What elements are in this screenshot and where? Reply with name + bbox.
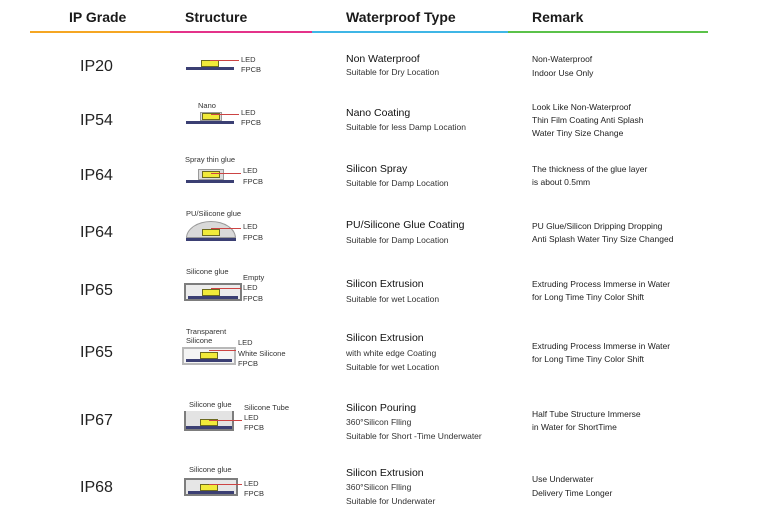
waterproof-type-subtitle: Suitable for Underwater xyxy=(346,496,436,506)
transparent-label: Transparent xyxy=(186,327,227,336)
led-leader-line xyxy=(209,420,242,421)
table-row xyxy=(0,100,768,150)
led-leader-line xyxy=(211,288,241,289)
waterproof-type-subtitle: Suitable for wet Location xyxy=(346,362,440,372)
fpcb-label: FPCB xyxy=(244,423,265,432)
remark-line: Anti Splash Water Tiny Size Changed xyxy=(532,234,674,244)
remark-line: Indoor Use Only xyxy=(532,68,594,78)
remark-line: for Long Time Tiny Color Shift xyxy=(532,292,644,302)
waterproof-type-subtitle: Suitable for wet Location xyxy=(346,294,440,304)
led-label: LED xyxy=(244,413,259,422)
fpcb-label: FPCB xyxy=(243,294,264,303)
structure-diagram xyxy=(180,462,300,506)
waterproof-type-title: Nano Coating xyxy=(346,107,411,119)
header-underline-green xyxy=(508,31,708,33)
silicone-glue-label: Silicone glue xyxy=(189,465,232,474)
waterproof-type-title: Silicon Extrusion xyxy=(346,278,424,290)
table-row xyxy=(0,326,768,390)
structure-diagram xyxy=(180,154,300,194)
ip-grade: IP20 xyxy=(80,58,113,75)
remark-line: Use Underwater xyxy=(532,474,594,484)
header-ip-grade: IP Grade xyxy=(69,9,127,25)
fpcb-label: FPCB xyxy=(244,489,265,498)
remark-line: Extruding Process Immerse in Water xyxy=(532,279,671,289)
waterproof-type-subtitle: Suitable for Short -Time Underwater xyxy=(346,431,482,441)
remark-line: for Long Time Tiny Color Shift xyxy=(532,354,644,364)
structure-diagram xyxy=(180,208,300,252)
led-chip xyxy=(202,289,220,296)
led-chip xyxy=(202,229,220,236)
white-silicone-label: White Silicone xyxy=(238,349,286,358)
header-structure: Structure xyxy=(185,9,248,25)
fpcb-board xyxy=(186,426,232,429)
silicone-label: Silicone xyxy=(186,336,213,345)
waterproof-type-subtitle: Suitable for Dry Location xyxy=(346,67,440,77)
structure-diagram xyxy=(180,396,300,442)
header-underline-blue xyxy=(312,31,508,33)
waterproof-type-subtitle: Suitable for Damp Location xyxy=(346,178,449,188)
fpcb-label: FPCB xyxy=(241,65,262,74)
led-leader-line xyxy=(211,114,239,115)
structure-diagram xyxy=(180,266,300,312)
remark-line: Water Tiny Size Change xyxy=(532,128,624,138)
waterproof-type-title: Silicon Pouring xyxy=(346,402,417,414)
waterproof-type-title: Silicon Extrusion xyxy=(346,467,424,479)
led-leader-line xyxy=(209,350,236,351)
fpcb-label: FPCB xyxy=(241,118,262,127)
table-row xyxy=(0,266,768,322)
waterproof-type-title: Silicon Extrusion xyxy=(346,332,424,344)
remark-line: Delivery Time Longer xyxy=(532,488,613,498)
remark-line: is about 0.5mm xyxy=(532,177,591,187)
fpcb-board xyxy=(186,121,234,124)
nano-label: Nano xyxy=(198,101,216,110)
silicone-glue-label: Silicone glue xyxy=(186,267,229,276)
remark-line: Extruding Process Immerse in Water xyxy=(532,341,671,351)
ip-grade: IP68 xyxy=(80,479,113,496)
fpcb-label: FPCB xyxy=(238,359,259,368)
remark-line: The thickness of the glue layer xyxy=(532,164,648,174)
structure-diagram xyxy=(180,100,300,140)
table-row xyxy=(0,154,768,204)
led-chip xyxy=(201,60,219,67)
led-label: LED xyxy=(243,222,258,231)
fpcb-board xyxy=(186,238,236,241)
led-label: LED xyxy=(243,166,258,175)
silicone-tube-label: Silicone Tube xyxy=(244,403,290,412)
led-leader-line xyxy=(209,484,242,485)
led-label: LED xyxy=(241,55,256,64)
ip-grade: IP67 xyxy=(80,412,113,429)
empty-label: Empty xyxy=(243,273,265,282)
table-row xyxy=(0,396,768,452)
remark-line: Non-Waterproof xyxy=(532,54,593,64)
header-underline-pink xyxy=(170,31,312,33)
waterproof-type-subtitle: Suitable for less Damp Location xyxy=(346,122,467,132)
led-leader-line xyxy=(210,60,239,61)
waterproof-type-subtitle: Suitable for Damp Location xyxy=(346,235,449,245)
table-header xyxy=(0,0,768,34)
table-row xyxy=(0,208,768,262)
fpcb-board xyxy=(188,296,238,299)
ip-grade: IP65 xyxy=(80,282,113,299)
led-label: LED xyxy=(244,479,259,488)
led-leader-line xyxy=(211,173,241,174)
waterproof-type-title: PU/Silicone Glue Coating xyxy=(346,219,465,231)
table-row xyxy=(0,48,768,96)
header-waterproof-type: Waterproof Type xyxy=(346,9,456,25)
ip-grade: IP64 xyxy=(80,167,113,184)
table-row xyxy=(0,462,768,516)
remark-line: in Water for ShortTime xyxy=(532,422,617,432)
remark-line: Half Tube Structure Immerse xyxy=(532,409,641,419)
waterproof-type-subtitle: 360°Silicon Flling xyxy=(346,417,412,427)
waterproof-type-subtitle: 360°Silicon Flling xyxy=(346,482,412,492)
silicone-glue-label: Silicone glue xyxy=(189,400,232,409)
waterproof-type-title: Non Waterproof xyxy=(346,53,420,65)
fpcb-board xyxy=(186,359,232,362)
led-chip xyxy=(200,352,218,359)
led-label: LED xyxy=(238,338,253,347)
structure-diagram xyxy=(180,326,300,378)
led-label: LED xyxy=(243,283,258,292)
remark-line: Thin Film Coating Anti Splash xyxy=(532,115,644,125)
remark-line: PU Glue/Silicon Dripping Dropping xyxy=(532,221,663,231)
fpcb-label: FPCB xyxy=(243,177,264,186)
led-chip xyxy=(200,484,218,491)
ip-grade: IP64 xyxy=(80,224,113,241)
fpcb-board xyxy=(186,67,234,70)
spray-glue-label: Spray thin glue xyxy=(185,155,236,164)
fpcb-board xyxy=(188,491,234,494)
fpcb-label: FPCB xyxy=(243,233,264,242)
ip-grade: IP54 xyxy=(80,112,113,129)
fpcb-board xyxy=(186,180,234,183)
ip-grade: IP65 xyxy=(80,344,113,361)
header-remark: Remark xyxy=(532,9,584,25)
led-leader-line xyxy=(211,228,241,229)
pu-silicone-glue-label: PU/Silicone glue xyxy=(186,209,242,218)
header-underline-orange xyxy=(30,31,170,33)
structure-diagram xyxy=(180,48,300,88)
waterproof-type-subtitle: with white edge Coating xyxy=(346,348,437,358)
led-label: LED xyxy=(241,108,256,117)
waterproof-type-title: Silicon Spray xyxy=(346,163,408,175)
remark-line: Look Like Non-Waterproof xyxy=(532,102,631,112)
